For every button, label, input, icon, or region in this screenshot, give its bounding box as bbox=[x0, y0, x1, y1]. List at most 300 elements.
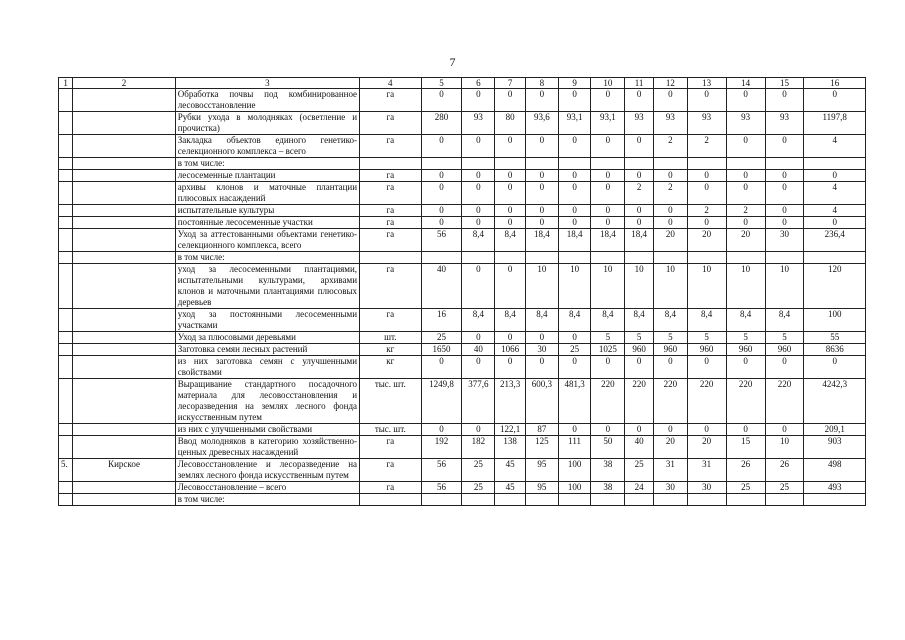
value-cell: 0 bbox=[525, 332, 558, 344]
forestry-name-cell bbox=[73, 494, 175, 506]
value-cell: 18,4 bbox=[591, 229, 625, 252]
table-row bbox=[59, 356, 866, 379]
value-cell: 960 bbox=[625, 344, 654, 356]
value-cell: 0 bbox=[765, 182, 804, 205]
value-cell: 5 bbox=[765, 332, 804, 344]
value-cell: 25 bbox=[421, 332, 462, 344]
measure-name-cell: испытательные культуры bbox=[175, 205, 359, 217]
value-cell: 0 bbox=[765, 217, 804, 229]
value-cell bbox=[765, 494, 804, 506]
unit-cell: тыс. шт. bbox=[360, 379, 421, 424]
unit-cell: га bbox=[360, 182, 421, 205]
value-cell: 0 bbox=[687, 356, 726, 379]
value-cell: 220 bbox=[726, 379, 765, 424]
value-cell: 0 bbox=[687, 182, 726, 205]
unit-cell: га bbox=[360, 309, 421, 332]
measure-name-cell: уход за лесосеменными плантациями, испытательными культурами, архивами клонов и маточными плантациями плюсовых деревьев bbox=[175, 264, 359, 309]
value-cell: 10 bbox=[625, 264, 654, 309]
value-cell bbox=[653, 158, 687, 170]
value-cell: 5 bbox=[625, 332, 654, 344]
value-cell: 0 bbox=[653, 356, 687, 379]
forestry-name-cell bbox=[73, 379, 175, 424]
measure-name-cell: Уход за плюсовыми деревьями bbox=[175, 332, 359, 344]
measure-name-cell: в том числе: bbox=[175, 158, 359, 170]
value-cell: 0 bbox=[591, 170, 625, 182]
value-cell: 8636 bbox=[804, 344, 866, 356]
value-cell: 0 bbox=[495, 356, 526, 379]
row-number-cell bbox=[59, 332, 73, 344]
value-cell: 8,4 bbox=[495, 229, 526, 252]
value-cell: 0 bbox=[525, 217, 558, 229]
forestry-name-cell: Кирское bbox=[73, 459, 175, 482]
value-cell: 0 bbox=[462, 264, 495, 309]
value-cell: 0 bbox=[625, 356, 654, 379]
value-cell: 0 bbox=[591, 182, 625, 205]
value-cell: 31 bbox=[653, 459, 687, 482]
unit-cell: га bbox=[360, 170, 421, 182]
value-cell: 2 bbox=[653, 182, 687, 205]
value-cell: 10 bbox=[687, 264, 726, 309]
value-cell: 960 bbox=[765, 344, 804, 356]
value-cell: 0 bbox=[558, 356, 591, 379]
value-cell: 8,4 bbox=[462, 229, 495, 252]
row-number-cell bbox=[59, 112, 73, 135]
column-number-cell: 7 bbox=[495, 78, 526, 89]
value-cell: 0 bbox=[462, 135, 495, 158]
forestry-name-cell bbox=[73, 229, 175, 252]
forest-measures-table bbox=[58, 77, 866, 506]
value-cell: 120 bbox=[804, 264, 866, 309]
value-cell: 16 bbox=[421, 309, 462, 332]
value-cell: 0 bbox=[525, 135, 558, 158]
value-cell: 0 bbox=[462, 170, 495, 182]
forestry-name-cell bbox=[73, 264, 175, 309]
row-number-cell bbox=[59, 170, 73, 182]
value-cell: 30 bbox=[687, 482, 726, 494]
value-cell: 0 bbox=[726, 424, 765, 436]
value-cell bbox=[726, 158, 765, 170]
value-cell: 0 bbox=[462, 424, 495, 436]
value-cell: 236,4 bbox=[804, 229, 866, 252]
column-number-cell: 13 bbox=[687, 78, 726, 89]
value-cell: 0 bbox=[804, 89, 866, 112]
forestry-name-cell bbox=[73, 344, 175, 356]
value-cell: 0 bbox=[765, 356, 804, 379]
row-number-cell bbox=[59, 494, 73, 506]
value-cell: 0 bbox=[765, 205, 804, 217]
column-number-cell: 9 bbox=[558, 78, 591, 89]
value-cell bbox=[653, 252, 687, 264]
value-cell: 45 bbox=[495, 482, 526, 494]
forestry-name-cell bbox=[73, 482, 175, 494]
value-cell: 0 bbox=[525, 89, 558, 112]
column-number-cell: 4 bbox=[360, 78, 421, 89]
value-cell: 26 bbox=[726, 459, 765, 482]
table-row bbox=[59, 264, 866, 309]
value-cell: 1066 bbox=[495, 344, 526, 356]
value-cell: 0 bbox=[558, 424, 591, 436]
value-cell: 56 bbox=[421, 482, 462, 494]
value-cell bbox=[525, 494, 558, 506]
row-number-cell bbox=[59, 217, 73, 229]
measure-name-cell: Закладка объектов единого генетико-селекционного комплекса – всего bbox=[175, 135, 359, 158]
value-cell: 25 bbox=[625, 459, 654, 482]
value-cell: 0 bbox=[625, 89, 654, 112]
value-cell bbox=[558, 494, 591, 506]
value-cell: 93 bbox=[462, 112, 495, 135]
value-cell: 0 bbox=[726, 217, 765, 229]
value-cell bbox=[421, 252, 462, 264]
value-cell: 2 bbox=[687, 135, 726, 158]
value-cell: 10 bbox=[765, 436, 804, 459]
unit-cell: га bbox=[360, 229, 421, 252]
value-cell: 30 bbox=[765, 229, 804, 252]
value-cell: 31 bbox=[687, 459, 726, 482]
value-cell: 40 bbox=[625, 436, 654, 459]
value-cell: 25 bbox=[462, 459, 495, 482]
table-row bbox=[59, 424, 866, 436]
value-cell bbox=[495, 158, 526, 170]
value-cell bbox=[421, 494, 462, 506]
forestry-name-cell bbox=[73, 205, 175, 217]
measure-name-cell: Заготовка семян лесных растений bbox=[175, 344, 359, 356]
measure-name-cell: Выращивание стандартного посадочного материала для лесовосстановления и лесоразведения на землях лесного фонда искусственным путем bbox=[175, 379, 359, 424]
column-number-row bbox=[59, 78, 866, 89]
table-row bbox=[59, 459, 866, 482]
value-cell: 0 bbox=[525, 170, 558, 182]
row-number-cell bbox=[59, 309, 73, 332]
value-cell: 50 bbox=[591, 436, 625, 459]
table-row bbox=[59, 332, 866, 344]
unit-cell: шт. bbox=[360, 332, 421, 344]
value-cell bbox=[726, 494, 765, 506]
forestry-name-cell bbox=[73, 332, 175, 344]
value-cell: 138 bbox=[495, 436, 526, 459]
value-cell bbox=[625, 494, 654, 506]
value-cell: 40 bbox=[462, 344, 495, 356]
value-cell bbox=[804, 494, 866, 506]
value-cell: 10 bbox=[591, 264, 625, 309]
value-cell: 18,4 bbox=[625, 229, 654, 252]
value-cell: 20 bbox=[726, 229, 765, 252]
value-cell: 0 bbox=[495, 332, 526, 344]
value-cell: 0 bbox=[591, 135, 625, 158]
value-cell: 0 bbox=[726, 170, 765, 182]
value-cell bbox=[653, 494, 687, 506]
measure-name-cell: из них с улучшенными свойствами bbox=[175, 424, 359, 436]
value-cell: 2 bbox=[625, 182, 654, 205]
value-cell: 220 bbox=[765, 379, 804, 424]
value-cell: 0 bbox=[421, 170, 462, 182]
measure-name-cell: Лесовосстановление и лесоразведение на землях лесного фонда искусственным путем bbox=[175, 459, 359, 482]
value-cell: 93,6 bbox=[525, 112, 558, 135]
value-cell: 8,4 bbox=[462, 309, 495, 332]
value-cell: 0 bbox=[421, 135, 462, 158]
row-number-cell bbox=[59, 205, 73, 217]
value-cell: 95 bbox=[525, 482, 558, 494]
value-cell: 0 bbox=[495, 217, 526, 229]
value-cell bbox=[525, 158, 558, 170]
value-cell: 55 bbox=[804, 332, 866, 344]
value-cell: 30 bbox=[653, 482, 687, 494]
table-row bbox=[59, 494, 866, 506]
value-cell: 8,4 bbox=[495, 309, 526, 332]
value-cell: 0 bbox=[591, 205, 625, 217]
measure-name-cell: Обработка почвы под комбинированное лесовосстановление bbox=[175, 89, 359, 112]
value-cell: 0 bbox=[591, 356, 625, 379]
value-cell: 220 bbox=[687, 379, 726, 424]
value-cell bbox=[495, 494, 526, 506]
value-cell: 5 bbox=[591, 332, 625, 344]
table-row bbox=[59, 182, 866, 205]
table-row bbox=[59, 112, 866, 135]
value-cell: 111 bbox=[558, 436, 591, 459]
measure-name-cell: из них заготовка семян с улучшенными свойствами bbox=[175, 356, 359, 379]
value-cell: 56 bbox=[421, 229, 462, 252]
value-cell: 0 bbox=[765, 89, 804, 112]
value-cell: 192 bbox=[421, 436, 462, 459]
value-cell: 18,4 bbox=[525, 229, 558, 252]
measure-name-cell: Рубки ухода в молодняках (осветление и прочистка) bbox=[175, 112, 359, 135]
value-cell: 0 bbox=[421, 424, 462, 436]
value-cell: 0 bbox=[653, 89, 687, 112]
table-row bbox=[59, 252, 866, 264]
value-cell: 0 bbox=[495, 170, 526, 182]
value-cell: 0 bbox=[726, 182, 765, 205]
value-cell: 38 bbox=[591, 482, 625, 494]
value-cell: 0 bbox=[687, 89, 726, 112]
column-number-cell: 15 bbox=[765, 78, 804, 89]
value-cell: 125 bbox=[525, 436, 558, 459]
table-row bbox=[59, 217, 866, 229]
value-cell: 40 bbox=[421, 264, 462, 309]
value-cell: 960 bbox=[687, 344, 726, 356]
value-cell: 8,4 bbox=[653, 309, 687, 332]
row-number-cell bbox=[59, 252, 73, 264]
value-cell: 122,1 bbox=[495, 424, 526, 436]
value-cell bbox=[804, 252, 866, 264]
value-cell: 15 bbox=[726, 436, 765, 459]
forestry-name-cell bbox=[73, 112, 175, 135]
value-cell: 0 bbox=[804, 217, 866, 229]
value-cell: 38 bbox=[591, 459, 625, 482]
value-cell: 20 bbox=[687, 229, 726, 252]
table-row bbox=[59, 344, 866, 356]
value-cell: 30 bbox=[525, 344, 558, 356]
value-cell: 0 bbox=[625, 170, 654, 182]
value-cell: 0 bbox=[558, 89, 591, 112]
value-cell: 0 bbox=[558, 332, 591, 344]
value-cell bbox=[687, 252, 726, 264]
row-number-cell bbox=[59, 379, 73, 424]
value-cell bbox=[462, 494, 495, 506]
value-cell: 8,4 bbox=[726, 309, 765, 332]
value-cell: 0 bbox=[462, 332, 495, 344]
row-number-cell bbox=[59, 436, 73, 459]
value-cell: 0 bbox=[525, 182, 558, 205]
unit-cell bbox=[360, 494, 421, 506]
value-cell: 0 bbox=[687, 217, 726, 229]
value-cell: 0 bbox=[421, 205, 462, 217]
value-cell: 220 bbox=[625, 379, 654, 424]
row-number-cell: 5. bbox=[59, 459, 73, 482]
value-cell bbox=[495, 252, 526, 264]
row-number-cell bbox=[59, 89, 73, 112]
value-cell: 87 bbox=[525, 424, 558, 436]
forestry-name-cell bbox=[73, 89, 175, 112]
value-cell: 0 bbox=[495, 182, 526, 205]
value-cell: 4 bbox=[804, 205, 866, 217]
unit-cell: га bbox=[360, 264, 421, 309]
forestry-name-cell bbox=[73, 424, 175, 436]
unit-cell: га bbox=[360, 89, 421, 112]
value-cell: 0 bbox=[525, 356, 558, 379]
value-cell bbox=[687, 494, 726, 506]
value-cell: 56 bbox=[421, 459, 462, 482]
value-cell: 0 bbox=[726, 135, 765, 158]
table-row bbox=[59, 482, 866, 494]
table-row bbox=[59, 205, 866, 217]
value-cell: 0 bbox=[765, 170, 804, 182]
value-cell: 0 bbox=[558, 170, 591, 182]
value-cell: 0 bbox=[687, 170, 726, 182]
value-cell: 0 bbox=[558, 182, 591, 205]
value-cell: 10 bbox=[653, 264, 687, 309]
value-cell bbox=[765, 252, 804, 264]
value-cell: 0 bbox=[525, 205, 558, 217]
measure-name-cell: уход за постоянными лесосеменными участками bbox=[175, 309, 359, 332]
table-row bbox=[59, 158, 866, 170]
value-cell bbox=[726, 252, 765, 264]
value-cell: 600,3 bbox=[525, 379, 558, 424]
value-cell bbox=[558, 158, 591, 170]
value-cell: 0 bbox=[625, 217, 654, 229]
column-number-cell: 11 bbox=[625, 78, 654, 89]
unit-cell bbox=[360, 252, 421, 264]
value-cell: 209,1 bbox=[804, 424, 866, 436]
forestry-name-cell bbox=[73, 158, 175, 170]
value-cell: 1650 bbox=[421, 344, 462, 356]
value-cell: 8,4 bbox=[558, 309, 591, 332]
value-cell: 0 bbox=[495, 89, 526, 112]
table-row bbox=[59, 436, 866, 459]
value-cell: 4 bbox=[804, 182, 866, 205]
row-number-cell bbox=[59, 135, 73, 158]
value-cell: 25 bbox=[558, 344, 591, 356]
value-cell bbox=[687, 158, 726, 170]
column-number-cell: 3 bbox=[175, 78, 359, 89]
unit-cell: га bbox=[360, 482, 421, 494]
value-cell: 0 bbox=[653, 205, 687, 217]
unit-cell bbox=[360, 158, 421, 170]
value-cell bbox=[804, 158, 866, 170]
value-cell: 93 bbox=[625, 112, 654, 135]
value-cell: 0 bbox=[462, 89, 495, 112]
row-number-cell bbox=[59, 344, 73, 356]
value-cell: 493 bbox=[804, 482, 866, 494]
value-cell: 93 bbox=[726, 112, 765, 135]
value-cell: 93 bbox=[653, 112, 687, 135]
value-cell bbox=[558, 252, 591, 264]
forestry-name-cell bbox=[73, 252, 175, 264]
value-cell: 0 bbox=[726, 356, 765, 379]
unit-cell: га bbox=[360, 135, 421, 158]
value-cell: 5 bbox=[726, 332, 765, 344]
column-number-cell: 2 bbox=[73, 78, 175, 89]
value-cell bbox=[462, 158, 495, 170]
value-cell: 25 bbox=[726, 482, 765, 494]
unit-cell: га bbox=[360, 205, 421, 217]
column-number-cell: 8 bbox=[525, 78, 558, 89]
value-cell: 0 bbox=[804, 356, 866, 379]
unit-cell: га bbox=[360, 217, 421, 229]
value-cell: 8,4 bbox=[765, 309, 804, 332]
value-cell bbox=[421, 158, 462, 170]
value-cell: 0 bbox=[625, 205, 654, 217]
value-cell: 0 bbox=[495, 205, 526, 217]
value-cell: 20 bbox=[653, 229, 687, 252]
unit-cell: кг bbox=[360, 356, 421, 379]
value-cell: 280 bbox=[421, 112, 462, 135]
value-cell: 2 bbox=[726, 205, 765, 217]
measure-name-cell: постоянные лесосеменные участки bbox=[175, 217, 359, 229]
table-row bbox=[59, 229, 866, 252]
value-cell: 4 bbox=[804, 135, 866, 158]
value-cell: 93,1 bbox=[591, 112, 625, 135]
table-row bbox=[59, 379, 866, 424]
unit-cell: тыс. шт. bbox=[360, 424, 421, 436]
value-cell bbox=[591, 158, 625, 170]
value-cell: 481,3 bbox=[558, 379, 591, 424]
value-cell bbox=[765, 158, 804, 170]
value-cell: 24 bbox=[625, 482, 654, 494]
value-cell: 0 bbox=[462, 182, 495, 205]
value-cell bbox=[462, 252, 495, 264]
value-cell: 8,4 bbox=[687, 309, 726, 332]
row-number-cell bbox=[59, 482, 73, 494]
value-cell bbox=[625, 158, 654, 170]
value-cell: 0 bbox=[421, 217, 462, 229]
value-cell: 10 bbox=[726, 264, 765, 309]
page-number: 7 bbox=[449, 55, 456, 69]
value-cell: 0 bbox=[558, 217, 591, 229]
value-cell: 8,4 bbox=[525, 309, 558, 332]
value-cell: 0 bbox=[726, 89, 765, 112]
value-cell: 377,6 bbox=[462, 379, 495, 424]
value-cell bbox=[525, 252, 558, 264]
measure-name-cell: архивы клонов и маточные плантации плюсовых насаждений bbox=[175, 182, 359, 205]
column-number-cell: 10 bbox=[591, 78, 625, 89]
value-cell: 5 bbox=[687, 332, 726, 344]
forestry-name-cell bbox=[73, 135, 175, 158]
column-number-cell: 5 bbox=[421, 78, 462, 89]
value-cell: 100 bbox=[558, 459, 591, 482]
value-cell: 1249,8 bbox=[421, 379, 462, 424]
value-cell: 0 bbox=[558, 205, 591, 217]
value-cell: 220 bbox=[591, 379, 625, 424]
value-cell: 2 bbox=[653, 135, 687, 158]
column-number-cell: 14 bbox=[726, 78, 765, 89]
value-cell: 80 bbox=[495, 112, 526, 135]
forestry-name-cell bbox=[73, 356, 175, 379]
row-number-cell bbox=[59, 424, 73, 436]
value-cell: 95 bbox=[525, 459, 558, 482]
value-cell: 0 bbox=[591, 217, 625, 229]
value-cell: 5 bbox=[653, 332, 687, 344]
value-cell: 0 bbox=[804, 170, 866, 182]
value-cell: 0 bbox=[495, 135, 526, 158]
value-cell bbox=[591, 494, 625, 506]
